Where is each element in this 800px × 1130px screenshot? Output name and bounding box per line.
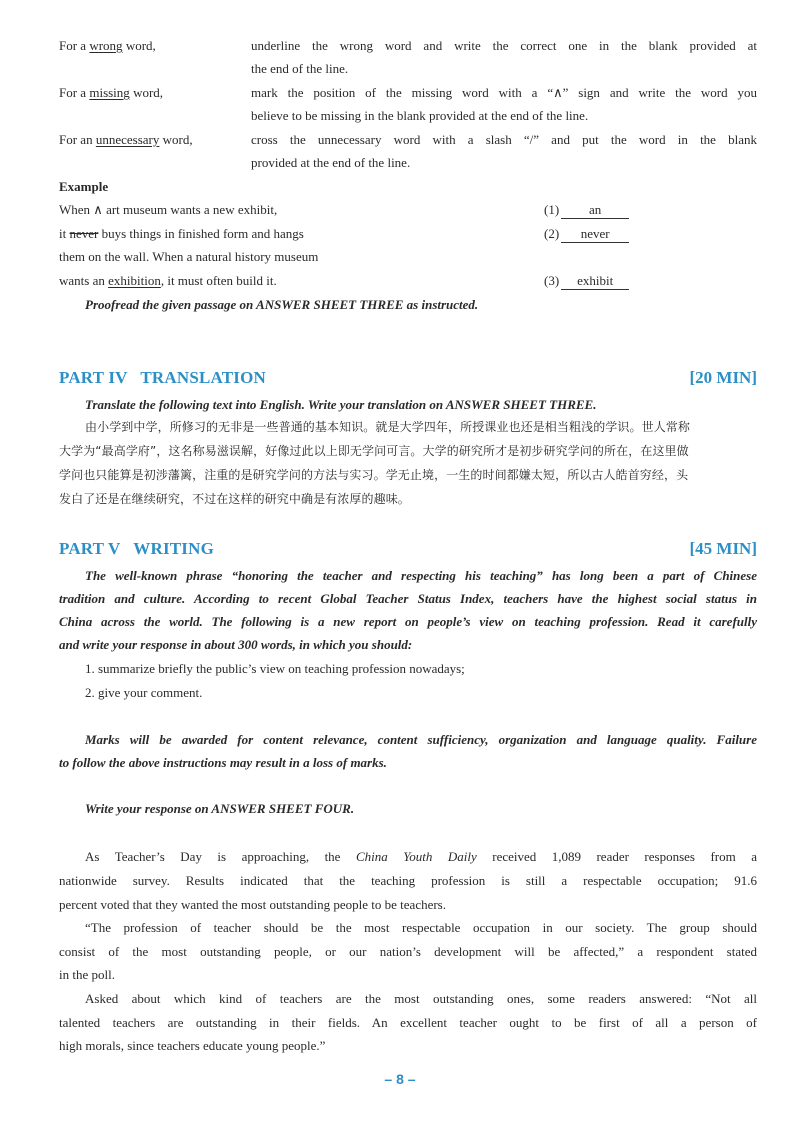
caret-mark: ∧ xyxy=(93,202,103,217)
instruction-missing-line2: believe to be missing in the blank provided at the end of the line. xyxy=(251,108,589,123)
instruction-wrong-line2: the end of the line. xyxy=(251,61,349,76)
part5-intro-line-4: and write your response in about 300 words, in which you should: xyxy=(59,637,413,652)
answer-2: (2) never xyxy=(544,222,629,245)
translation-line-1: 由小学到中学，所修习的无非是一些普通的基本知识。就是大学四年，所授课业也还是相当粗浅的学识。世人常称 xyxy=(85,420,691,434)
instruction-missing-line1: mark the position of the missing word with a “∧” sign and write the word you xyxy=(251,85,757,100)
struck-word: never xyxy=(69,226,99,241)
report-p3-line-1: Asked about which kind of teachers are the most outstanding ones, some readers answered: “Not all xyxy=(85,991,757,1006)
translation-line-3: 学问也只能算是初涉藩篱，注重的是研究学问的方法与实习。学无止境，一生的时间都嫌太短，所以古人皓首穷经，头 xyxy=(59,468,689,482)
translation-line-2: 大学为“最高学府”，这名称易滋误解，好像过此以上即无学问可言。大学的研究所才是初步研究学问的所在，在这里做 xyxy=(59,444,689,458)
part4-time: [20 MIN] xyxy=(689,368,757,387)
report-p1-line-3: percent voted that they wanted the most outstanding people to be teachers. xyxy=(59,897,446,912)
report-p1-line-1: As Teacher’s Day is approaching, the China Youth Daily received 1,089 reader responses from a xyxy=(85,849,757,864)
part5-intro-line-1: The well-known phrase “honoring the teacher and respecting his teaching” has long been a part of Chinese xyxy=(85,568,757,583)
report-p2-line-2: consist of the most outstanding people, or our nation’s development will be affected,” a respondent stated xyxy=(59,944,757,959)
marks-line-2: to follow the above instructions may result in a loss of marks. xyxy=(59,755,387,770)
part5-title: PART V WRITING xyxy=(59,539,215,558)
task-item-1: 1. summarize briefly the public’s view on teaching profession nowadays; xyxy=(85,661,465,676)
example-line-4: wants an exhibition, it must often build it. xyxy=(59,273,277,288)
part4-title: PART IV TRANSLATION xyxy=(59,368,267,387)
report-p3-line-2: talented teachers are outstanding in their fields. An excellent teacher ought to be first of all a person of xyxy=(59,1015,757,1030)
report-p2-line-1: “The profession of teacher should be the most respectable occupation in our society. The group should xyxy=(85,920,757,935)
instruction-unnecessary-line1: cross the unnecessary word with a slash “/” and put the word in the blank xyxy=(251,132,757,147)
answer-1: (1) an xyxy=(544,198,629,221)
example-line-1: When ∧ art museum wants a new exhibit, xyxy=(59,202,278,217)
report-p3-line-3: high morals, since teachers educate young people.” xyxy=(59,1038,326,1053)
example-heading: Example xyxy=(59,179,109,194)
label-wrong-word: For a wrong word, xyxy=(59,38,156,53)
part4-instruction: Translate the following text into English. Write your translation on ANSWER SHEET THREE. xyxy=(85,397,597,412)
proofread-note: Proofread the given passage on ANSWER SHEET THREE as instructed. xyxy=(85,297,479,312)
example-line-2: it never buys things in finished form and hangs xyxy=(59,226,304,241)
instruction-wrong-line1: underline the wrong word and write the correct one in the blank provided at xyxy=(251,38,757,53)
label-missing-word: For a missing word, xyxy=(59,85,164,100)
example-line-3: them on the wall. When a natural history museum xyxy=(59,249,319,264)
part5-intro-line-3: China across the world. The following is a new report on people’s view on teaching profession. Read it carefully xyxy=(59,614,757,629)
page-number: – 8 – xyxy=(384,1071,416,1087)
label-unnecessary-word: For an unnecessary word, xyxy=(59,132,193,147)
marks-line-1: Marks will be awarded for content relevance, content sufficiency, organization and language quality. Failure xyxy=(85,732,757,747)
translation-line-4: 发白了还是在继续研究，不过在这样的研究中确是有浓厚的趣味。 xyxy=(59,492,410,506)
answer-3: (3) exhibit xyxy=(544,269,629,292)
report-p1-line-2: nationwide survey. Results indicated that the teaching profession is still a respectable occupation; 91.6 xyxy=(59,873,757,888)
report-p2-line-3: in the poll. xyxy=(59,967,115,982)
task-item-2: 2. give your comment. xyxy=(85,685,203,700)
instruction-unnecessary-line2: provided at the end of the line. xyxy=(251,155,411,170)
write-on-note: Write your response on ANSWER SHEET FOUR. xyxy=(85,801,355,816)
part5-time: [45 MIN] xyxy=(689,539,757,558)
part5-intro-line-2: tradition and culture. According to recent Global Teacher Status Index, teachers have the highest social status in xyxy=(59,591,757,606)
